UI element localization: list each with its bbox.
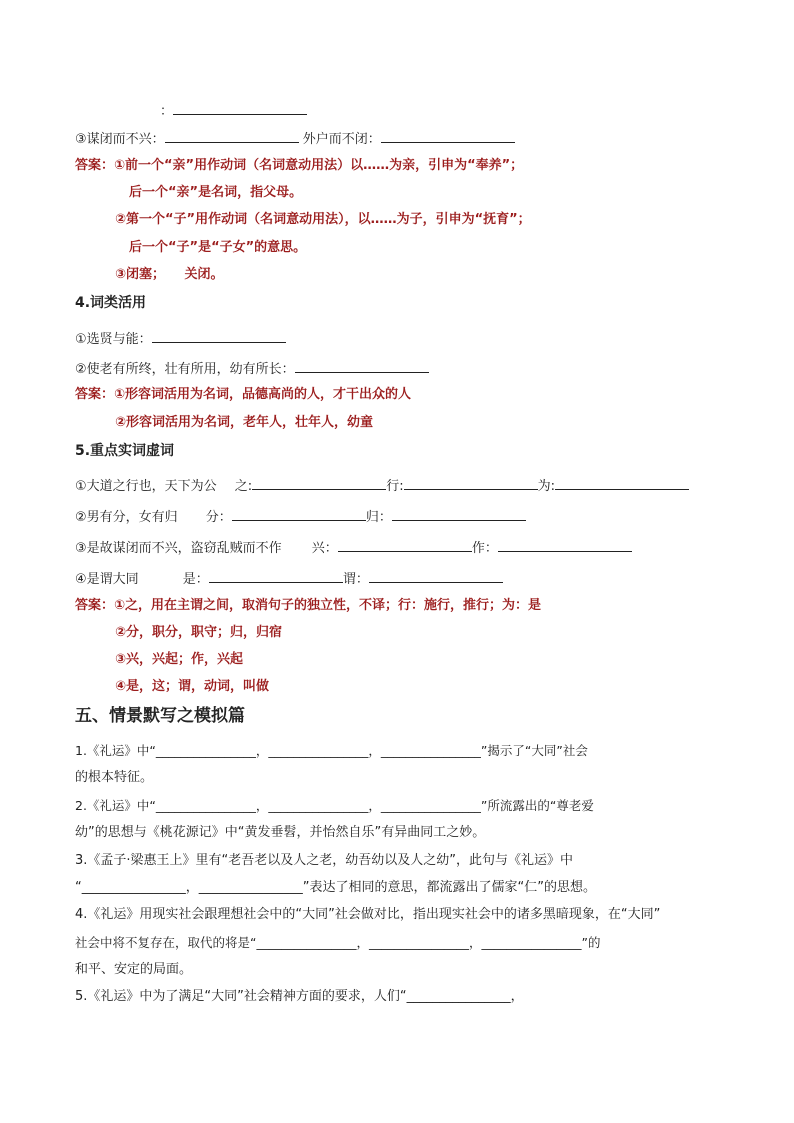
text: 作： (471, 541, 498, 556)
line-q5-4 (75, 568, 503, 589)
line-q5-3 (75, 537, 632, 558)
line-q5-2 (75, 506, 526, 527)
answer-blank[interactable] (369, 568, 503, 583)
text: ④是谓大同 (75, 572, 139, 587)
answer-blank[interactable] (555, 475, 689, 490)
text: 谓： (342, 572, 369, 587)
answer-blank[interactable] (252, 475, 386, 490)
answer-3-5: ③闭塞； 关闭。 (115, 267, 224, 282)
memorize-4a: 4.《礼运》用现实社会跟理想社会中的“大同”社会做对比，指出现实社会中的诸多黑暗现象，在“大同” (75, 907, 661, 922)
memorize-2a: 2.《礼运》中“________________，________________，________________”所流露出的“尊老爱 (75, 798, 594, 813)
answer-3-3: ②第一个“子”用作动词（名词意动用法），以……为子，引申为“抚育”； (115, 212, 531, 227)
answer-blank[interactable] (392, 506, 526, 521)
memorize-4c: 和平、安定的局面。 (75, 962, 193, 977)
text: 行: (386, 479, 404, 494)
answer-blank[interactable] (165, 128, 299, 143)
text: 归： (365, 510, 392, 525)
text: 分： (205, 510, 232, 525)
answer-blank[interactable] (152, 328, 286, 343)
section-title-5: 五、情景默写之模拟篇 (75, 706, 245, 726)
answer-5-2: ②分，职分，职守；归，归宿 (115, 625, 283, 640)
memorize-4b: 社会中将不复存在，取代的将是“________________，________________，________________”的 (75, 935, 601, 950)
text: 兴： (311, 541, 338, 556)
answer-4-2: ②形容词活用为名词，老年人，壮年人，幼童 (115, 415, 374, 430)
answer-blank[interactable] (173, 100, 307, 115)
line-q4-2 (75, 358, 429, 379)
text: ②男有分，女有归 (75, 510, 178, 525)
answer-5-4: ④是，这；谓，动词，叫做 (115, 679, 270, 694)
answer-blank[interactable] (209, 568, 343, 583)
text: 为: (537, 479, 555, 494)
text: ③谋闭而不兴： (75, 132, 165, 147)
answer-blank[interactable] (295, 358, 429, 373)
text: ③是故谋闭而不兴，盗窃乱贼而不作 (75, 541, 282, 556)
memorize-1b: 的根本特征。 (75, 770, 154, 785)
text: 是： (182, 572, 209, 587)
answer-5-1: 答案：①之，用在主谓之间，取消句子的独立性，不译；行：施行，推行；为：是 (75, 598, 542, 613)
text: 之: (234, 479, 253, 494)
memorize-5a: 5.《礼运》中为了满足“大同”社会精神方面的要求，人们“________________， (75, 989, 524, 1004)
memorize-1a: 1.《礼运》中“________________，________________，________________”揭示了“大同”社会 (75, 743, 588, 758)
answer-3-2: 后一个“亲”是名词，指父母。 (129, 185, 303, 200)
text: ： (160, 104, 174, 119)
answer-blank[interactable] (381, 128, 515, 143)
memorize-2b: 幼”的思想与《桃花源记》中“黄发垂髫，并怡然自乐”有异曲同工之妙。 (75, 825, 486, 840)
text: ①大道之行也，天下为公 (75, 479, 217, 494)
line-q5-1 (75, 475, 689, 496)
heading-5: 5.重点实词虚词 (75, 443, 175, 459)
line-fill-1 (160, 100, 307, 121)
answer-blank[interactable] (404, 475, 538, 490)
answer-3-4: 后一个“子”是“子女”的意思。 (129, 240, 307, 255)
heading-4: 4.词类活用 (75, 295, 147, 311)
answer-5-3: ③兴，兴起；作，兴起 (115, 652, 244, 667)
line-q3-3 (75, 128, 515, 149)
line-q4-1 (75, 328, 286, 349)
memorize-3b: “________________，________________”表达了相同的意思，都流露出了儒家“仁”的思想。 (75, 880, 596, 895)
answer-blank[interactable] (232, 506, 366, 521)
answer-blank[interactable] (498, 537, 632, 552)
answer-4-1: 答案：①形容词活用为名词，品德高尚的人，才干出众的人 (75, 387, 412, 402)
text: 外户而不闭： (298, 132, 381, 147)
text: ①选贤与能： (75, 332, 152, 347)
text: ②使老有所终，壮有所用，幼有所长： (75, 362, 295, 377)
answer-3-1: 答案：①前一个“亲”用作动词（名词意动用法）以……为亲，引申为“奉养”； (75, 158, 524, 173)
memorize-3a: 3.《孟子·梁惠王上》里有“老吾老以及人之老，幼吾幼以及人之幼”，此句与《礼运》中 (75, 853, 574, 868)
answer-blank[interactable] (338, 537, 472, 552)
